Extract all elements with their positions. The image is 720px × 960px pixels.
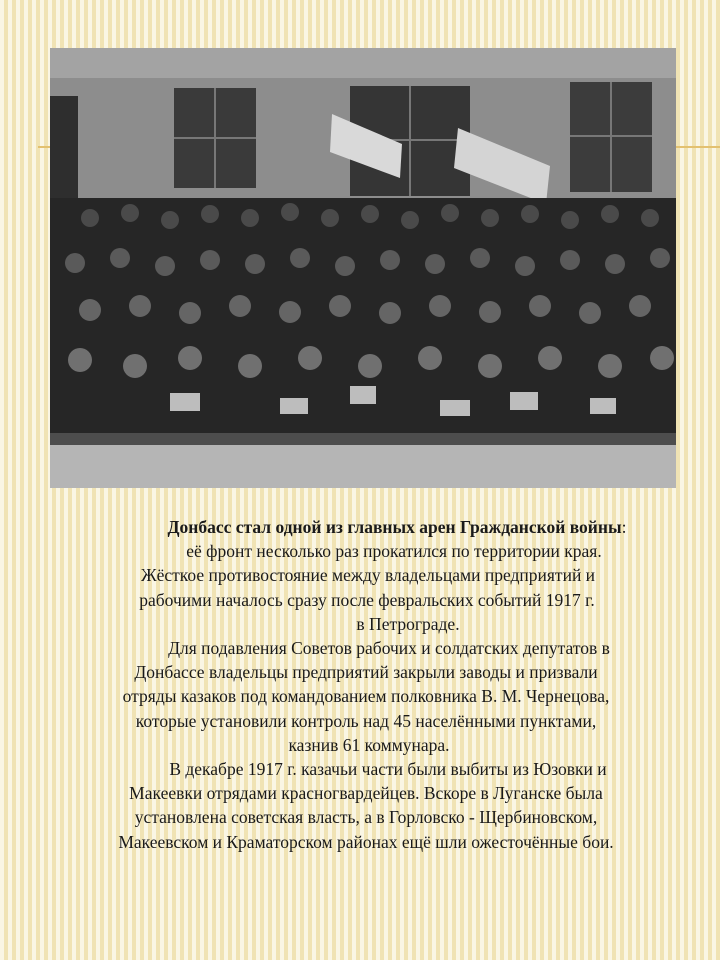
text-line: рабочими началось сразу после февральских событий 1917 г.: [139, 589, 595, 610]
decorative-line-right: [676, 146, 720, 148]
text-line: Макеевском и Краматорском районах ещё шли ожесточённые бои.: [118, 831, 614, 852]
text-line: казнив 61 коммунара.: [288, 734, 450, 755]
text-line: отряды казаков под командованием полковника В. М. Чернецова,: [122, 686, 610, 707]
lead-suffix: :: [621, 517, 627, 537]
body-text: [56, 515, 676, 854]
text-line: которые установили контроль над 45 населёнными пунктами,: [135, 710, 597, 731]
text-line: в Петрограде.: [356, 613, 460, 634]
text-line: Донбассе владельцы предприятий закрыли заводы и призвали: [134, 662, 598, 683]
lead-bold: Донбасс стал одной из главных арен Гражданской войны: [167, 517, 622, 537]
lead-line: [56, 515, 676, 539]
text-line: В декабре 1917 г. казачьи части были выбиты из Юзовки и: [169, 759, 607, 780]
text-line: Макеевки отрядами красногвардейцев. Вскоре в Луганске была: [129, 783, 603, 804]
text-line: её фронт несколько раз прокатился по территории края.: [186, 541, 602, 562]
text-line: установлена советская власть, а в Горловско - Щербиновском,: [134, 807, 598, 828]
text-line: Жёсткое противостояние между владельцами предприятий и: [140, 565, 596, 586]
historical-group-photo: [50, 48, 676, 488]
text-line: Для подавления Советов рабочих и солдатских депутатов в: [168, 638, 610, 659]
